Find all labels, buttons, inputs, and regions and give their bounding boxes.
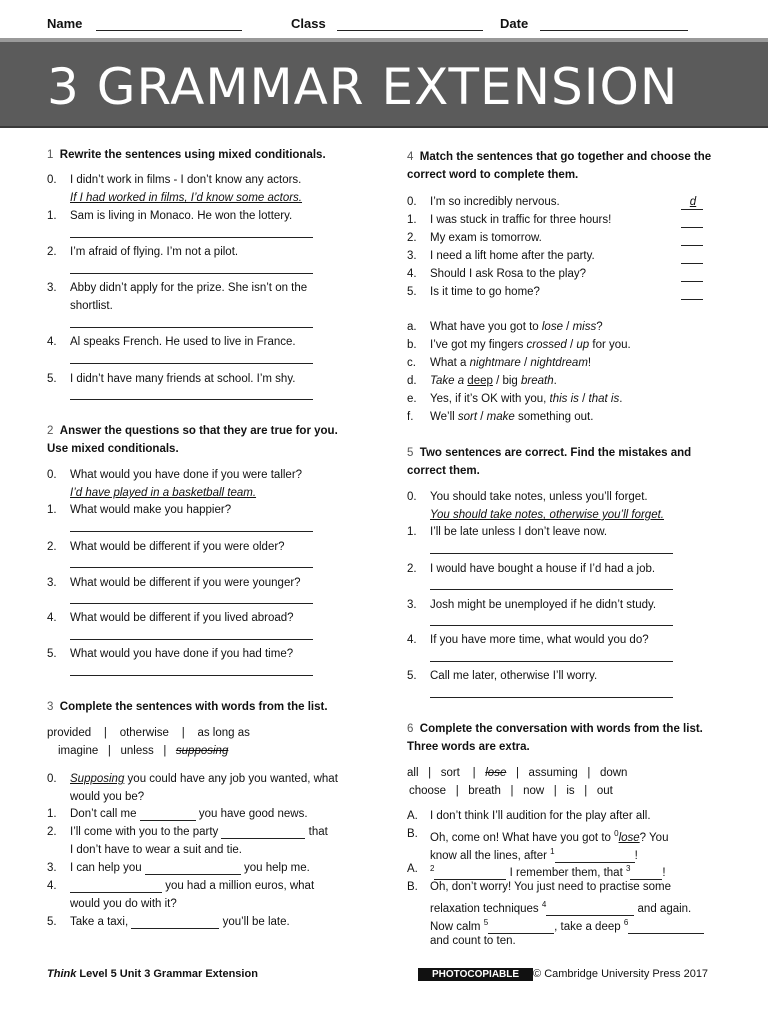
example-answer: I’d have played in a basketball team. <box>70 487 257 499</box>
answer-line[interactable] <box>430 553 673 554</box>
name-line[interactable] <box>96 18 242 31</box>
gap-blank[interactable] <box>70 881 162 893</box>
ex2-heading-cont: Use mixed conditionals. <box>47 443 179 455</box>
gap-blank[interactable] <box>488 922 554 934</box>
page-title: 3 GRAMMAR EXTENSION <box>47 58 679 116</box>
word-list: choose | breath | now | is | out <box>409 785 613 797</box>
match-line[interactable] <box>681 209 703 210</box>
answer-line[interactable] <box>70 273 313 274</box>
answer-line[interactable] <box>70 639 313 640</box>
gap-blank[interactable] <box>145 863 241 875</box>
list-item-cont: would you do with it? <box>70 898 177 910</box>
dialogue-line: and count to ten. <box>430 935 516 947</box>
word-list: all | sort | lose | assuming | down <box>407 767 628 779</box>
answer-line[interactable] <box>70 327 313 328</box>
match-line[interactable] <box>681 263 703 264</box>
match-line[interactable] <box>681 227 703 228</box>
ex3-heading: 3 Complete the sentences with words from the list. <box>47 701 328 713</box>
gap-blank[interactable] <box>131 917 219 929</box>
footer-title: Think Level 5 Unit 3 Grammar Extension <box>47 968 258 980</box>
list-item-cont: would you be? <box>70 791 145 803</box>
struck-word: lose <box>485 767 507 779</box>
ex5-heading: 5 Two sentences are correct. Find the mistakes and <box>407 447 692 459</box>
date-label: Date <box>500 16 529 31</box>
ex4-heading-cont: correct word to complete them. <box>407 169 579 181</box>
ex6-heading-cont: Three words are extra. <box>407 741 530 753</box>
ex4-heading: 4 Match the sentences that go together and choose the <box>407 151 712 163</box>
match-answer: d <box>689 196 697 208</box>
answer-line[interactable] <box>430 625 673 626</box>
date-field <box>500 16 688 31</box>
answer-line[interactable] <box>70 531 313 532</box>
answer-line[interactable] <box>430 661 673 662</box>
answer-line[interactable] <box>70 237 313 238</box>
ex5-heading-cont: correct them. <box>407 465 480 477</box>
gap-blank[interactable] <box>434 868 506 880</box>
gap-blank[interactable] <box>630 868 662 880</box>
list-item-cont: shortlist. <box>70 300 113 312</box>
match-line[interactable] <box>681 281 703 282</box>
date-line[interactable] <box>540 18 688 31</box>
struck-word: supposing <box>175 745 229 757</box>
name-field <box>47 16 242 31</box>
gap-blank[interactable] <box>546 904 634 916</box>
answer-line[interactable] <box>70 399 313 400</box>
example-answer: You should take notes, otherwise you’ll forget. <box>430 509 664 521</box>
footer-brand: Think <box>47 968 77 980</box>
class-field <box>291 16 483 31</box>
match-line[interactable] <box>681 299 703 300</box>
word-list: imagine | unless | supposing <box>58 745 229 757</box>
dialogue-line: relaxation techniques $^4$ and again. <box>430 900 692 915</box>
match-line[interactable] <box>681 245 703 246</box>
answer-line[interactable] <box>430 589 673 590</box>
example-answer: If I had worked in films, I’d know some actors. <box>70 192 303 204</box>
footer-copyright: PHOTOCOPIABLE © Cambridge University Press 2017 <box>418 968 708 980</box>
answer-line[interactable] <box>430 697 673 698</box>
list-item-cont: I don’t have to wear a suit and tie. <box>70 844 242 856</box>
ex6-heading: 6 Complete the conversation with words from the list. <box>407 723 703 735</box>
ex1-heading: 1 Rewrite the sentences using mixed conditionals. <box>47 149 326 161</box>
answer-line[interactable] <box>70 567 313 568</box>
class-label: Class <box>291 16 326 31</box>
answer-line[interactable] <box>70 675 313 676</box>
title-banner <box>0 38 768 128</box>
dialogue-line: know all the lines, after $^1$ ! <box>430 847 638 862</box>
ex2-heading: 2 Answer the questions so that they are true for you. <box>47 425 338 437</box>
photocopiable-badge: PHOTOCOPIABLE <box>418 968 533 981</box>
gap-blank[interactable] <box>140 809 196 821</box>
class-line[interactable] <box>337 18 483 31</box>
answer-line[interactable] <box>70 603 313 604</box>
dialogue-line: Now calm $^5$ , take a deep $^6$ <box>430 916 704 934</box>
gap-blank[interactable] <box>628 922 704 934</box>
gap-blank[interactable] <box>221 827 305 839</box>
answer-line[interactable] <box>70 363 313 364</box>
word-list: provided | otherwise | as long as <box>47 727 250 739</box>
name-label: Name <box>47 16 83 31</box>
